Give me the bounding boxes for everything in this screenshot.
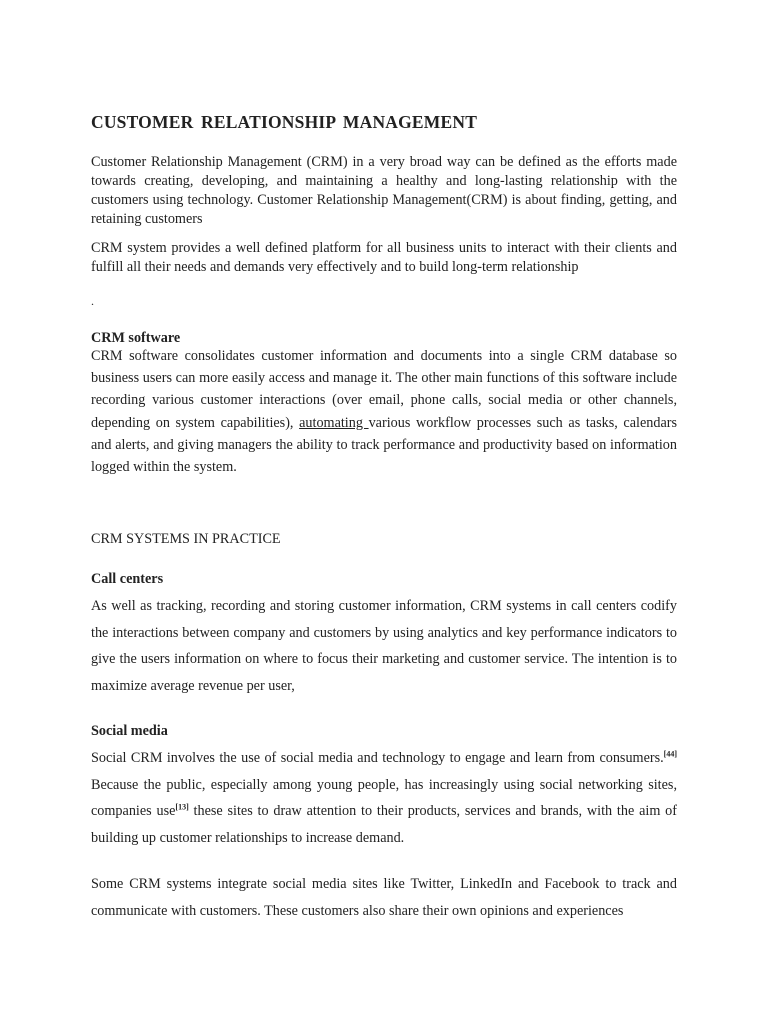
crm-software-heading: CRM software xyxy=(91,330,181,346)
social-media-paragraph-2: Some CRM systems integrate social media sites like Twitter, LinkedIn and Facebook to track and communicate with customers. These customers also share their own opinions and experiences xyxy=(91,876,677,919)
social-media-text-2: Because the public, especially among young people, has increasingly using social networking sites, companies use xyxy=(91,776,677,819)
reference-44[interactable]: [44] xyxy=(663,749,677,759)
practice-heading: CRM SYSTEMS IN PRACTICE xyxy=(91,531,281,547)
crm-software-text-before: CRM software consolidates customer information and documents into a single CRM database so business users can more easily access and manage it. The other main functions of this software include recording various customer interactions (over email, phone calls, social media or other channels, depending on system capabilities), xyxy=(91,348,677,431)
intro-paragraph-1: Customer Relationship Management (CRM) in a very broad way can be defined as the efforts made towards creating, developing, and maintaining a healthy and long-lasting relationship with the customers using technology. Customer Relationship Management(CRM) is about finding, getting, and retaining customers xyxy=(91,154,677,227)
social-media-text-3: these sites to draw attention to their products, services and brands, with the aim of building up customer relationships to increase demand. xyxy=(91,803,677,846)
document-title: CUSTOMER RELATIONSHIP MANAGEMENT xyxy=(91,112,478,132)
stray-period: . xyxy=(91,294,94,308)
intro-paragraph-2: CRM system provides a well defined platform for all business units to interact with their clients and fulfill all their needs and demands very effectively and to build long-term relationship xyxy=(91,240,677,275)
call-centers-paragraph: As well as tracking, recording and storing customer information, CRM systems in call centers codify the interactions between company and customers by using analytics and key performance indicators to give the users information on where to focus their marketing and customer service. The intention is to maximize average revenue per user, xyxy=(91,598,677,694)
call-centers-heading: Call centers xyxy=(91,571,164,587)
social-media-text-1: Social CRM involves the use of social media and technology to engage and learn from consumers. xyxy=(91,750,664,766)
reference-13[interactable]: [13] xyxy=(175,802,189,812)
automating-link[interactable]: automating xyxy=(299,414,369,431)
social-media-paragraph-1 xyxy=(91,745,677,851)
crm-software-paragraph xyxy=(91,345,677,478)
crm-software-text-after: various workflow processes such as tasks, calendars and alerts, and giving managers the ability to track performance and productivity based on information logged within the system. xyxy=(91,414,677,476)
social-media-heading: Social media xyxy=(91,723,168,739)
